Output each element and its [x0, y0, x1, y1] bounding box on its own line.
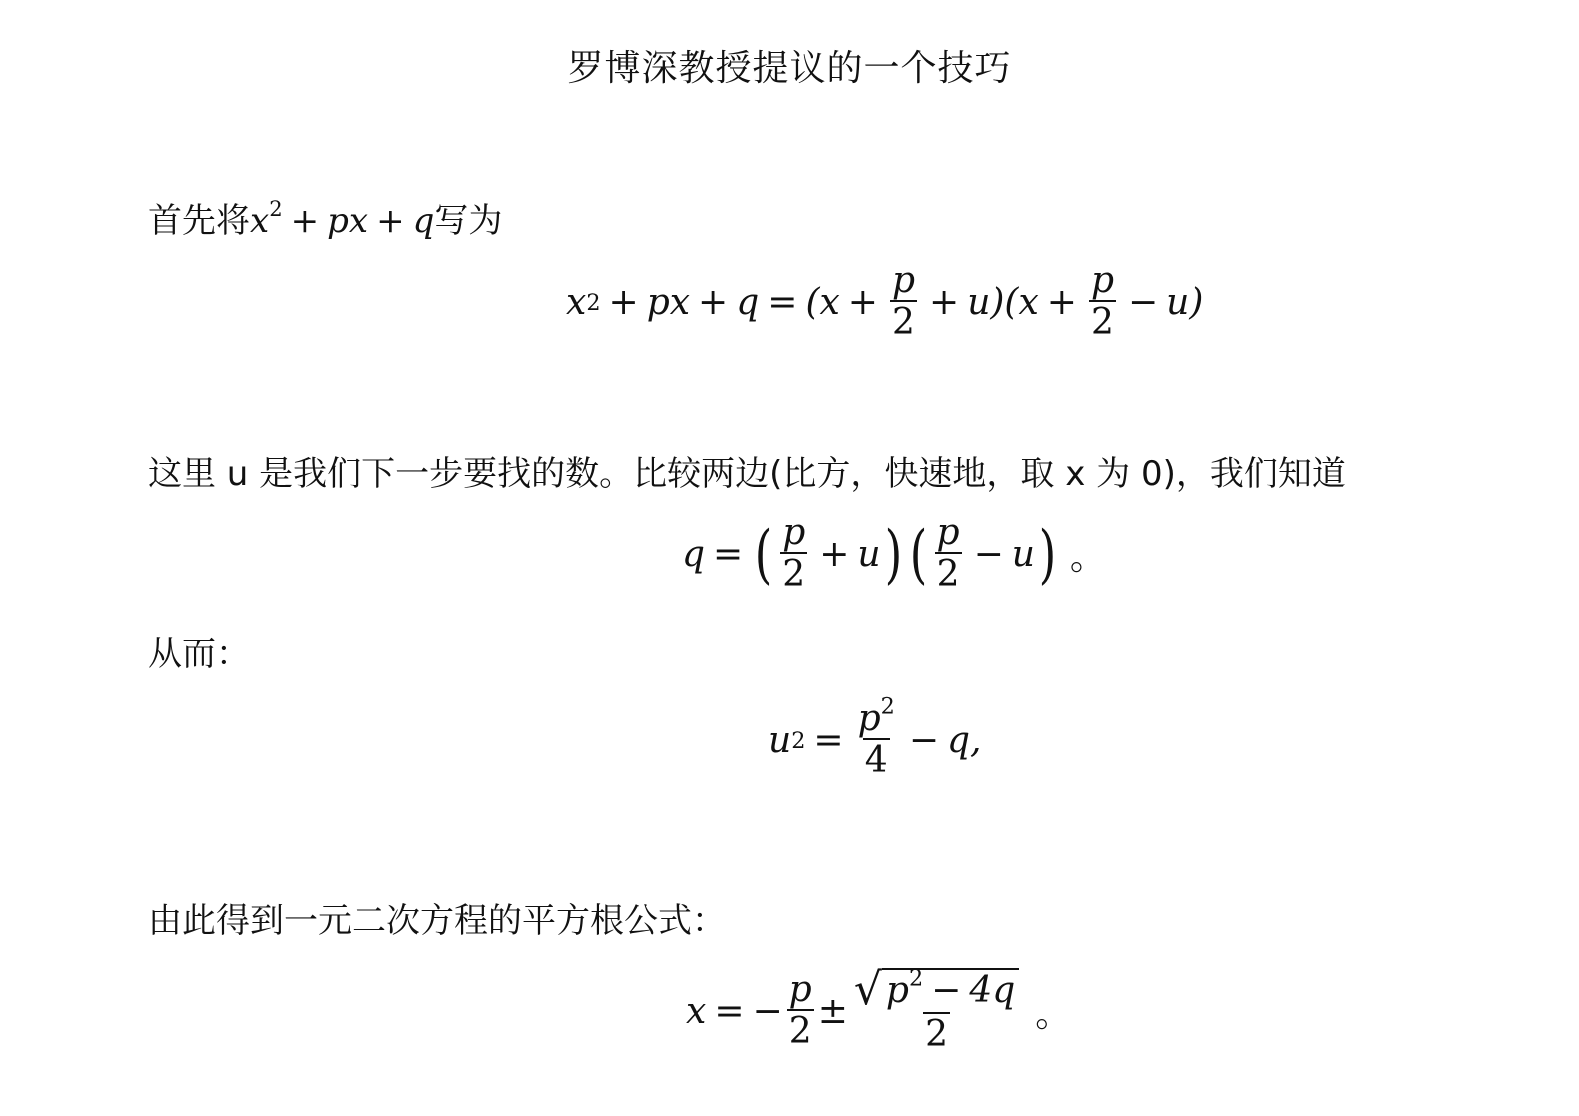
- radicand: [882, 965, 1019, 1012]
- open-paren-x: (x: [805, 282, 840, 324]
- open-paren-x: (x: [1004, 282, 1039, 324]
- fraction: [856, 693, 897, 781]
- u-variable: u: [768, 720, 792, 762]
- intro-paragraph: [148, 193, 502, 242]
- denominator: 2: [788, 1010, 812, 1052]
- minus-sign: −: [1128, 282, 1159, 324]
- px-term: px: [327, 201, 369, 241]
- q-product-equation: [682, 514, 1106, 595]
- fraction: [780, 514, 807, 595]
- four-q-term: 4q: [969, 970, 1016, 1011]
- fraction: [852, 964, 1021, 1055]
- left-paren: (: [754, 517, 773, 592]
- fraction: [787, 971, 814, 1052]
- u-variable: u: [857, 534, 881, 576]
- numerator: p: [891, 260, 916, 301]
- equals-sign: =: [813, 720, 844, 762]
- numerator: [856, 693, 897, 739]
- q-variable: q: [682, 534, 706, 576]
- u-variable: u: [1011, 534, 1035, 576]
- comparison-paragraph: 这里 u 是我们下一步要找的数。比较两边(比方，快速地，取 x 为 0)，我们知道: [148, 454, 1346, 494]
- q-variable: q,: [946, 720, 982, 762]
- square-root: [853, 964, 1019, 1015]
- factorization-equation: x 2 + px + q = (x + $\frac{p}{2}$ + u) (x + $\frac{p}{2}$ − u): [566, 260, 1204, 343]
- equals-sign: =: [713, 534, 744, 576]
- plus-sign: +: [1046, 282, 1077, 324]
- denominator: 4: [864, 739, 888, 781]
- quadratic-formula: [686, 964, 1072, 1055]
- x-variable: x: [566, 282, 587, 324]
- right-paren: ): [1038, 517, 1057, 592]
- denominator: 2: [925, 1014, 949, 1055]
- plus-sign: +: [290, 201, 320, 241]
- equals-sign: =: [714, 991, 745, 1033]
- document-title: 罗博深教授提议的一个技巧: [567, 48, 1012, 89]
- radical-sign: √: [853, 964, 882, 1015]
- numerator: p: [782, 512, 806, 553]
- plus-sign: +: [847, 282, 878, 324]
- u-squared-equation: u 2 = $\frac{p^2}{4}$ − q,: [768, 693, 982, 781]
- p-variable: p: [885, 970, 909, 1011]
- intro-suffix: 写为: [434, 201, 503, 241]
- q-variable: q: [736, 282, 760, 324]
- numerator: p: [788, 969, 812, 1011]
- equals-sign: =: [767, 282, 798, 324]
- fraction: [890, 262, 917, 343]
- plus-sign: +: [608, 282, 639, 324]
- numerator: [852, 964, 1021, 1015]
- px-term: px: [646, 282, 691, 324]
- denominator: 2: [892, 301, 915, 343]
- x-variable: x: [686, 991, 707, 1033]
- plus-minus-sign: ±: [817, 991, 848, 1033]
- right-paren: ): [884, 517, 902, 592]
- period: 。: [1035, 994, 1072, 1036]
- u-close-paren: u): [967, 282, 1005, 324]
- left-paren: (: [909, 517, 927, 592]
- minus-sign: −: [908, 720, 939, 762]
- plus-sign: +: [376, 201, 405, 241]
- q-variable: q: [412, 201, 435, 241]
- x-variable: x: [250, 201, 270, 241]
- denominator: 2: [782, 553, 806, 595]
- plus-sign: +: [929, 282, 960, 324]
- exponent: 2: [908, 965, 924, 992]
- u-close-paren: u): [1166, 282, 1204, 324]
- exponent: 2: [269, 196, 283, 222]
- numerator: p: [1090, 260, 1114, 301]
- fraction: [935, 514, 962, 595]
- plus-sign: +: [819, 534, 850, 576]
- therefore-paragraph: 从而：: [148, 634, 250, 674]
- denominator: 2: [1091, 301, 1114, 343]
- period: 。: [1069, 537, 1106, 579]
- plus-sign: +: [698, 282, 729, 324]
- formula-paragraph: 由此得到一元二次方程的平方根公式：: [148, 901, 726, 941]
- minus-sign: −: [973, 534, 1004, 576]
- exponent: 2: [880, 693, 895, 720]
- numerator: p: [936, 512, 960, 553]
- minus-sign: −: [931, 970, 962, 1011]
- fraction: [1089, 262, 1116, 343]
- p-variable: p: [857, 698, 881, 739]
- denominator: 2: [936, 553, 960, 595]
- minus-sign: −: [752, 991, 783, 1033]
- intro-prefix: 首先将: [148, 201, 250, 241]
